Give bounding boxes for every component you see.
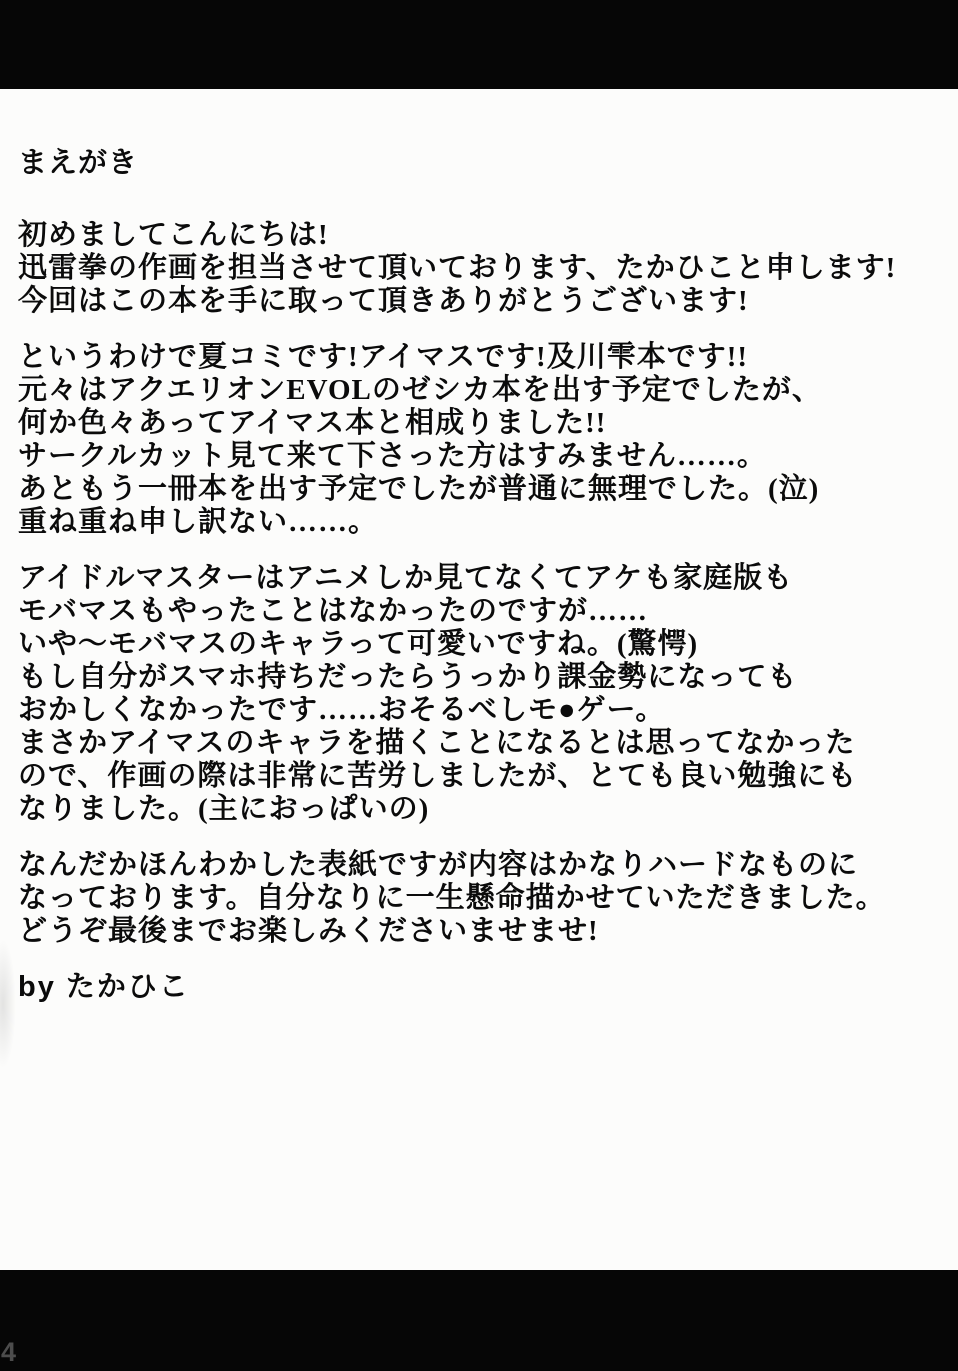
text-line: まさかアイマスのキャラを描くことになるとは思ってなかった (18, 727, 856, 759)
text-line: なりました。(主におっぱいの) (18, 793, 430, 825)
text-line: おかしくなかったです……おそるべしモ●ゲー。 (18, 694, 666, 726)
foreword-text-block (0, 89, 958, 1270)
paragraph-event (18, 341, 944, 539)
top-black-bar (0, 0, 958, 89)
text-line: なんだかほんわかした表紙ですが内容はかなりハードなものに (18, 849, 859, 881)
bottom-black-bar (0, 1270, 958, 1371)
text-line: モバマスもやったことはなかったのですが…… (18, 595, 649, 627)
paragraph-impressions (18, 562, 944, 826)
text-line: 元々はアクエリオンEVOLのゼシカ本を出す予定でしたが、 (18, 374, 822, 406)
text-line: もし自分がスマホ持ちだったらうっかり課金勢になっても (18, 661, 798, 693)
paragraph-closing (18, 849, 944, 948)
text-line: ので、作画の際は非常に苦労しましたが、とても良い勉強にも (18, 760, 858, 792)
page-title: まえがき (18, 147, 139, 179)
text-line: どうぞ最後までお楽しみくださいませませ! (18, 915, 599, 947)
text-line: 今回はこの本を手に取って頂きありがとうございます! (18, 285, 749, 317)
text-line: サークルカット見て来て下さった方はすみません……。 (18, 440, 767, 472)
text-line: 迅雷拳の作画を担当させて頂いております、たかひこと申します! (18, 252, 897, 284)
text-line: あともう一冊本を出す予定でしたが普通に無理でした。(泣) (18, 473, 820, 505)
text-line: いや〜モバマスのキャラって可愛いですね。(驚愕) (18, 628, 699, 660)
text-line: 初めましてこんにちは! (18, 219, 329, 251)
text-line: 何か色々あってアイマス本と相成りました!! (18, 407, 607, 439)
page-number: 4 (1, 1337, 17, 1367)
text-line: なっております。自分なりに一生懸命描かせていただきました。 (18, 882, 886, 914)
author-signature: by たかひこ (18, 971, 190, 1003)
paragraph-greeting (18, 219, 944, 318)
text-line: アイドルマスターはアニメしか見てなくてアケも家庭版も (18, 562, 794, 594)
text-line: というわけで夏コミです!アイマスです!及川雫本です!! (18, 341, 749, 373)
text-line: 重ね重ね申し訳ない……。 (18, 506, 379, 538)
